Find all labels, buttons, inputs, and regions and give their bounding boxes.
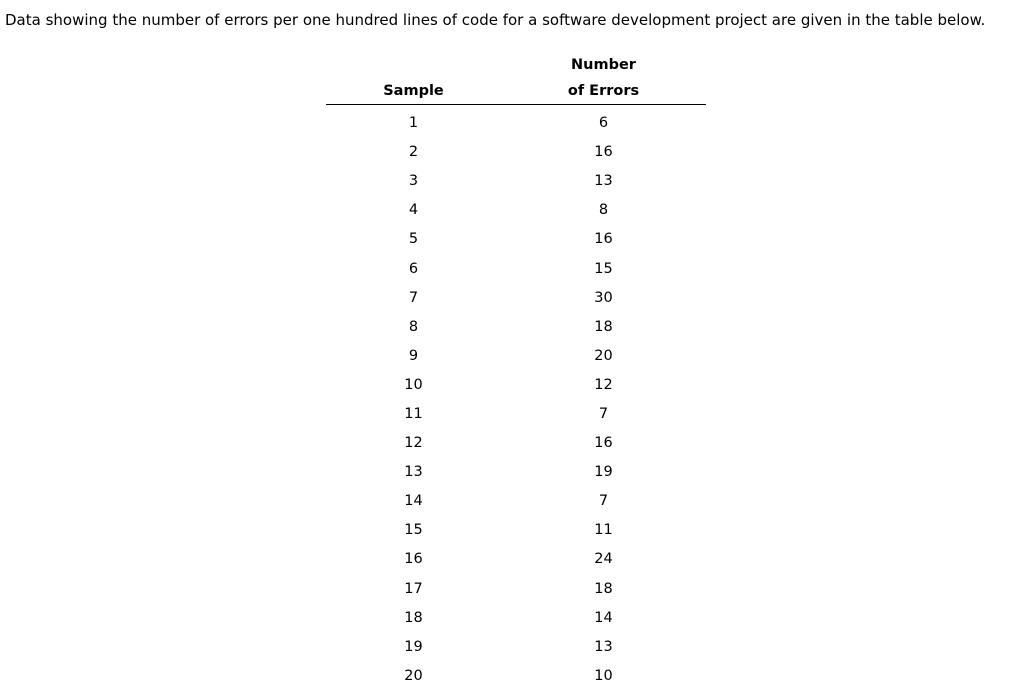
errors-cell: 16 (594, 435, 613, 452)
table-row (326, 575, 706, 604)
errors-cell: 16 (594, 231, 613, 248)
table-row (326, 342, 706, 371)
table-row (326, 254, 706, 283)
table-row (326, 487, 706, 516)
errors-cell: 16 (594, 144, 613, 161)
sample-cell: 3 (408, 173, 419, 190)
table-row (326, 284, 706, 313)
sample-cell: 10 (404, 376, 423, 393)
errors-cell: 10 (594, 667, 613, 684)
sample-cell: 17 (404, 580, 423, 597)
sample-cell: 13 (404, 464, 423, 481)
intro-text: Data showing the number of errors per one hundred lines of code for a software development project are given in the table below. (5, 11, 986, 29)
errors-cell: 15 (594, 260, 613, 277)
errors-cell: 18 (594, 580, 613, 597)
table-header (326, 52, 706, 105)
table-row (326, 516, 706, 545)
sample-cell: 14 (404, 493, 423, 510)
errors-cell: 7 (598, 493, 609, 510)
sample-cell: 4 (408, 202, 419, 219)
errors-cell: 19 (594, 464, 613, 481)
table-row (326, 313, 706, 342)
sample-cell: 19 (404, 638, 423, 655)
sample-cell: 15 (404, 522, 423, 539)
sample-column-header (326, 52, 501, 105)
sample-cell: 8 (408, 318, 419, 335)
errors-cell: 11 (594, 522, 613, 539)
table-row (326, 633, 706, 662)
table-row (326, 138, 706, 167)
sample-cell: 2 (408, 144, 419, 161)
errors-cell: 13 (594, 173, 613, 190)
sample-cell: 7 (408, 289, 419, 306)
errors-cell: 8 (598, 202, 609, 219)
errors-cell: 18 (594, 318, 613, 335)
table-row (326, 545, 706, 574)
table-row (326, 429, 706, 458)
errors-column-header (501, 52, 706, 105)
errors-cell: 12 (594, 376, 613, 393)
errors-cell: 30 (594, 289, 613, 306)
errors-cell: 13 (594, 638, 613, 655)
sample-cell: 9 (408, 347, 419, 364)
table-row (326, 604, 706, 633)
sample-cell: 12 (404, 435, 423, 452)
table-row (326, 458, 706, 487)
table-row (326, 196, 706, 225)
errors-cell: 20 (594, 347, 613, 364)
table-row (326, 662, 706, 691)
table-row (326, 371, 706, 400)
errors-table (326, 52, 706, 691)
sample-cell: 1 (408, 115, 419, 132)
sample-cell: 18 (404, 609, 423, 626)
sample-cell: 16 (404, 551, 423, 568)
errors-cell: 24 (594, 551, 613, 568)
table-row (326, 105, 706, 139)
sample-header-label: Sample (383, 83, 444, 99)
sample-cell: 20 (404, 667, 423, 684)
errors-cell: 14 (594, 609, 613, 626)
errors-cell: 6 (598, 115, 609, 132)
errors-header-line2: of Errors (567, 83, 640, 99)
errors-cell: 7 (598, 405, 609, 422)
sample-cell: 6 (408, 260, 419, 277)
header-row (326, 52, 706, 105)
table-row (326, 400, 706, 429)
table-row (326, 225, 706, 254)
sample-cell: 5 (408, 231, 419, 248)
errors-header-line1: Number (571, 57, 636, 73)
table-row (326, 167, 706, 196)
sample-cell: 11 (404, 405, 423, 422)
table-body (326, 105, 706, 691)
